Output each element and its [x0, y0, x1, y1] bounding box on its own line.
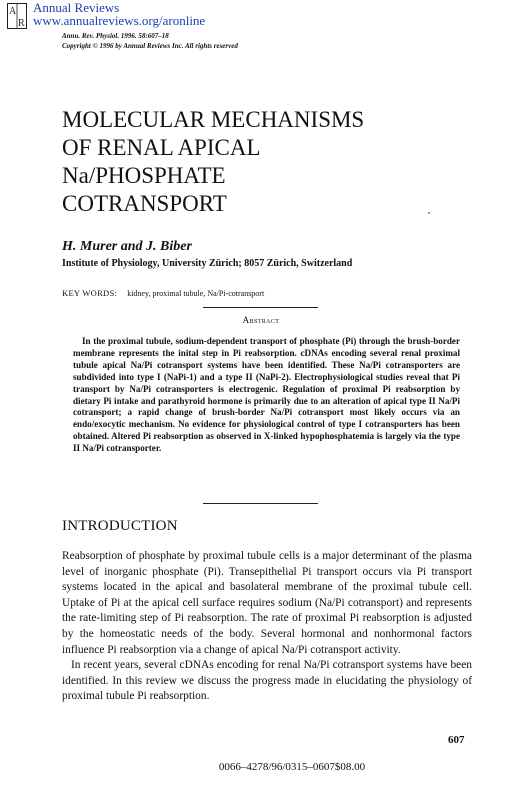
abstract-top-rule — [203, 307, 318, 308]
introduction-paragraph: Reabsorption of phosphate by proximal tubule cells is a major determinant of the plasma level of inorganic phosphate (Pi). Transepithelial Pi transport occurs via Pi transport systems located in the apical and basolateral membrane of the proximal tubule cell. Uptake of Pi at the apical cell surface requires sodium (Na/Pi cotransport) and represents the rate-limiting step of Pi reabsorption. The rate of proximal Pi reabsorption is adjusted by the homeostatic needs of the body. Several hormonal and nonhormonal factors influence Pi reabsorption via a change of apical Na/Pi cotransport activity. — [62, 550, 472, 656]
svg-text:A: A — [9, 6, 17, 17]
author-affiliation: Institute of Physiology, University Zürich; 8057 Zürich, Switzerland — [62, 258, 353, 269]
introduction-paragraph: In recent years, several cDNAs encoding for renal Na/Pi cotransport systems have been identified. In this review we discuss the progress made in elucidating the physiology of proximal tubule Pi reabsorption. — [62, 659, 472, 703]
abstract-heading — [62, 315, 460, 325]
abstract-body — [73, 336, 460, 455]
copyright-notice: Copyright © 1996 by Annual Reviews Inc. All rights reserved — [62, 42, 238, 50]
annual-reviews-logo-icon — [7, 3, 27, 29]
svg-text:R: R — [18, 18, 25, 29]
abstract-paragraph: In the proximal tubule, sodium-dependent transport of phosphate (Pi) through the brush-border membrane represents the inital step in Pi reabsorption. cDNAs encoding several renal proximal tubule apical Na/Pi cotransport systems have been identified. These Na/Pi cotransporters are subdivided into type I (NaPi-1) and a type II (NaPi-2). Electrophysiological studies reveal that Pi transport by Na/Pi cotransporters is electrogenic. Regulation of proximal Pi reabsorption by dietary Pi intake and parathyroid hormone is primarily due to an alteration of apical type II Na/Pi cotransport; a rapid change of brush-border Na/Pi cotransport most likely occurs via an endo/exocytic mechanism. No evidence for physiological control of type I cotransporters has been obtained. Altered Pi reabsorption as observed in X-linked hypophosphatemia is largely via the type II Na/Pi cotransporter. — [73, 336, 460, 454]
keywords — [62, 288, 264, 298]
title-line: OF RENAL APICAL — [62, 135, 261, 160]
keywords-label: KEY WORDS: — [62, 288, 118, 298]
price-code: 0066–4278/96/0315–0607$08.00 — [218, 761, 366, 773]
section-heading-introduction: INTRODUCTION — [62, 518, 178, 534]
introduction-body — [62, 549, 472, 705]
publisher-name-link[interactable]: Annual Reviews — [33, 0, 120, 15]
title-line: MOLECULAR MECHANISMS — [62, 107, 365, 132]
title-line: Na/PHOSPHATE — [62, 163, 226, 188]
page-number: 607 — [448, 734, 465, 746]
abstract-heading-text: Abstract — [242, 315, 280, 325]
title-line: COTRANSPORT — [62, 191, 227, 216]
journal-citation: Annu. Rev. Physiol. 1996. 58:607–18 — [62, 32, 169, 40]
author-names: H. Murer and J. Biber — [62, 239, 192, 254]
abstract-bottom-rule — [203, 503, 318, 504]
article-title — [62, 106, 462, 218]
keywords-value: kidney, proximal tubule, Na/Pi-cotransport — [127, 289, 265, 298]
publisher-url-link[interactable]: www.annualreviews.org/aronline — [33, 13, 206, 28]
stray-mark — [428, 212, 430, 214]
price-code-line — [0, 761, 528, 773]
